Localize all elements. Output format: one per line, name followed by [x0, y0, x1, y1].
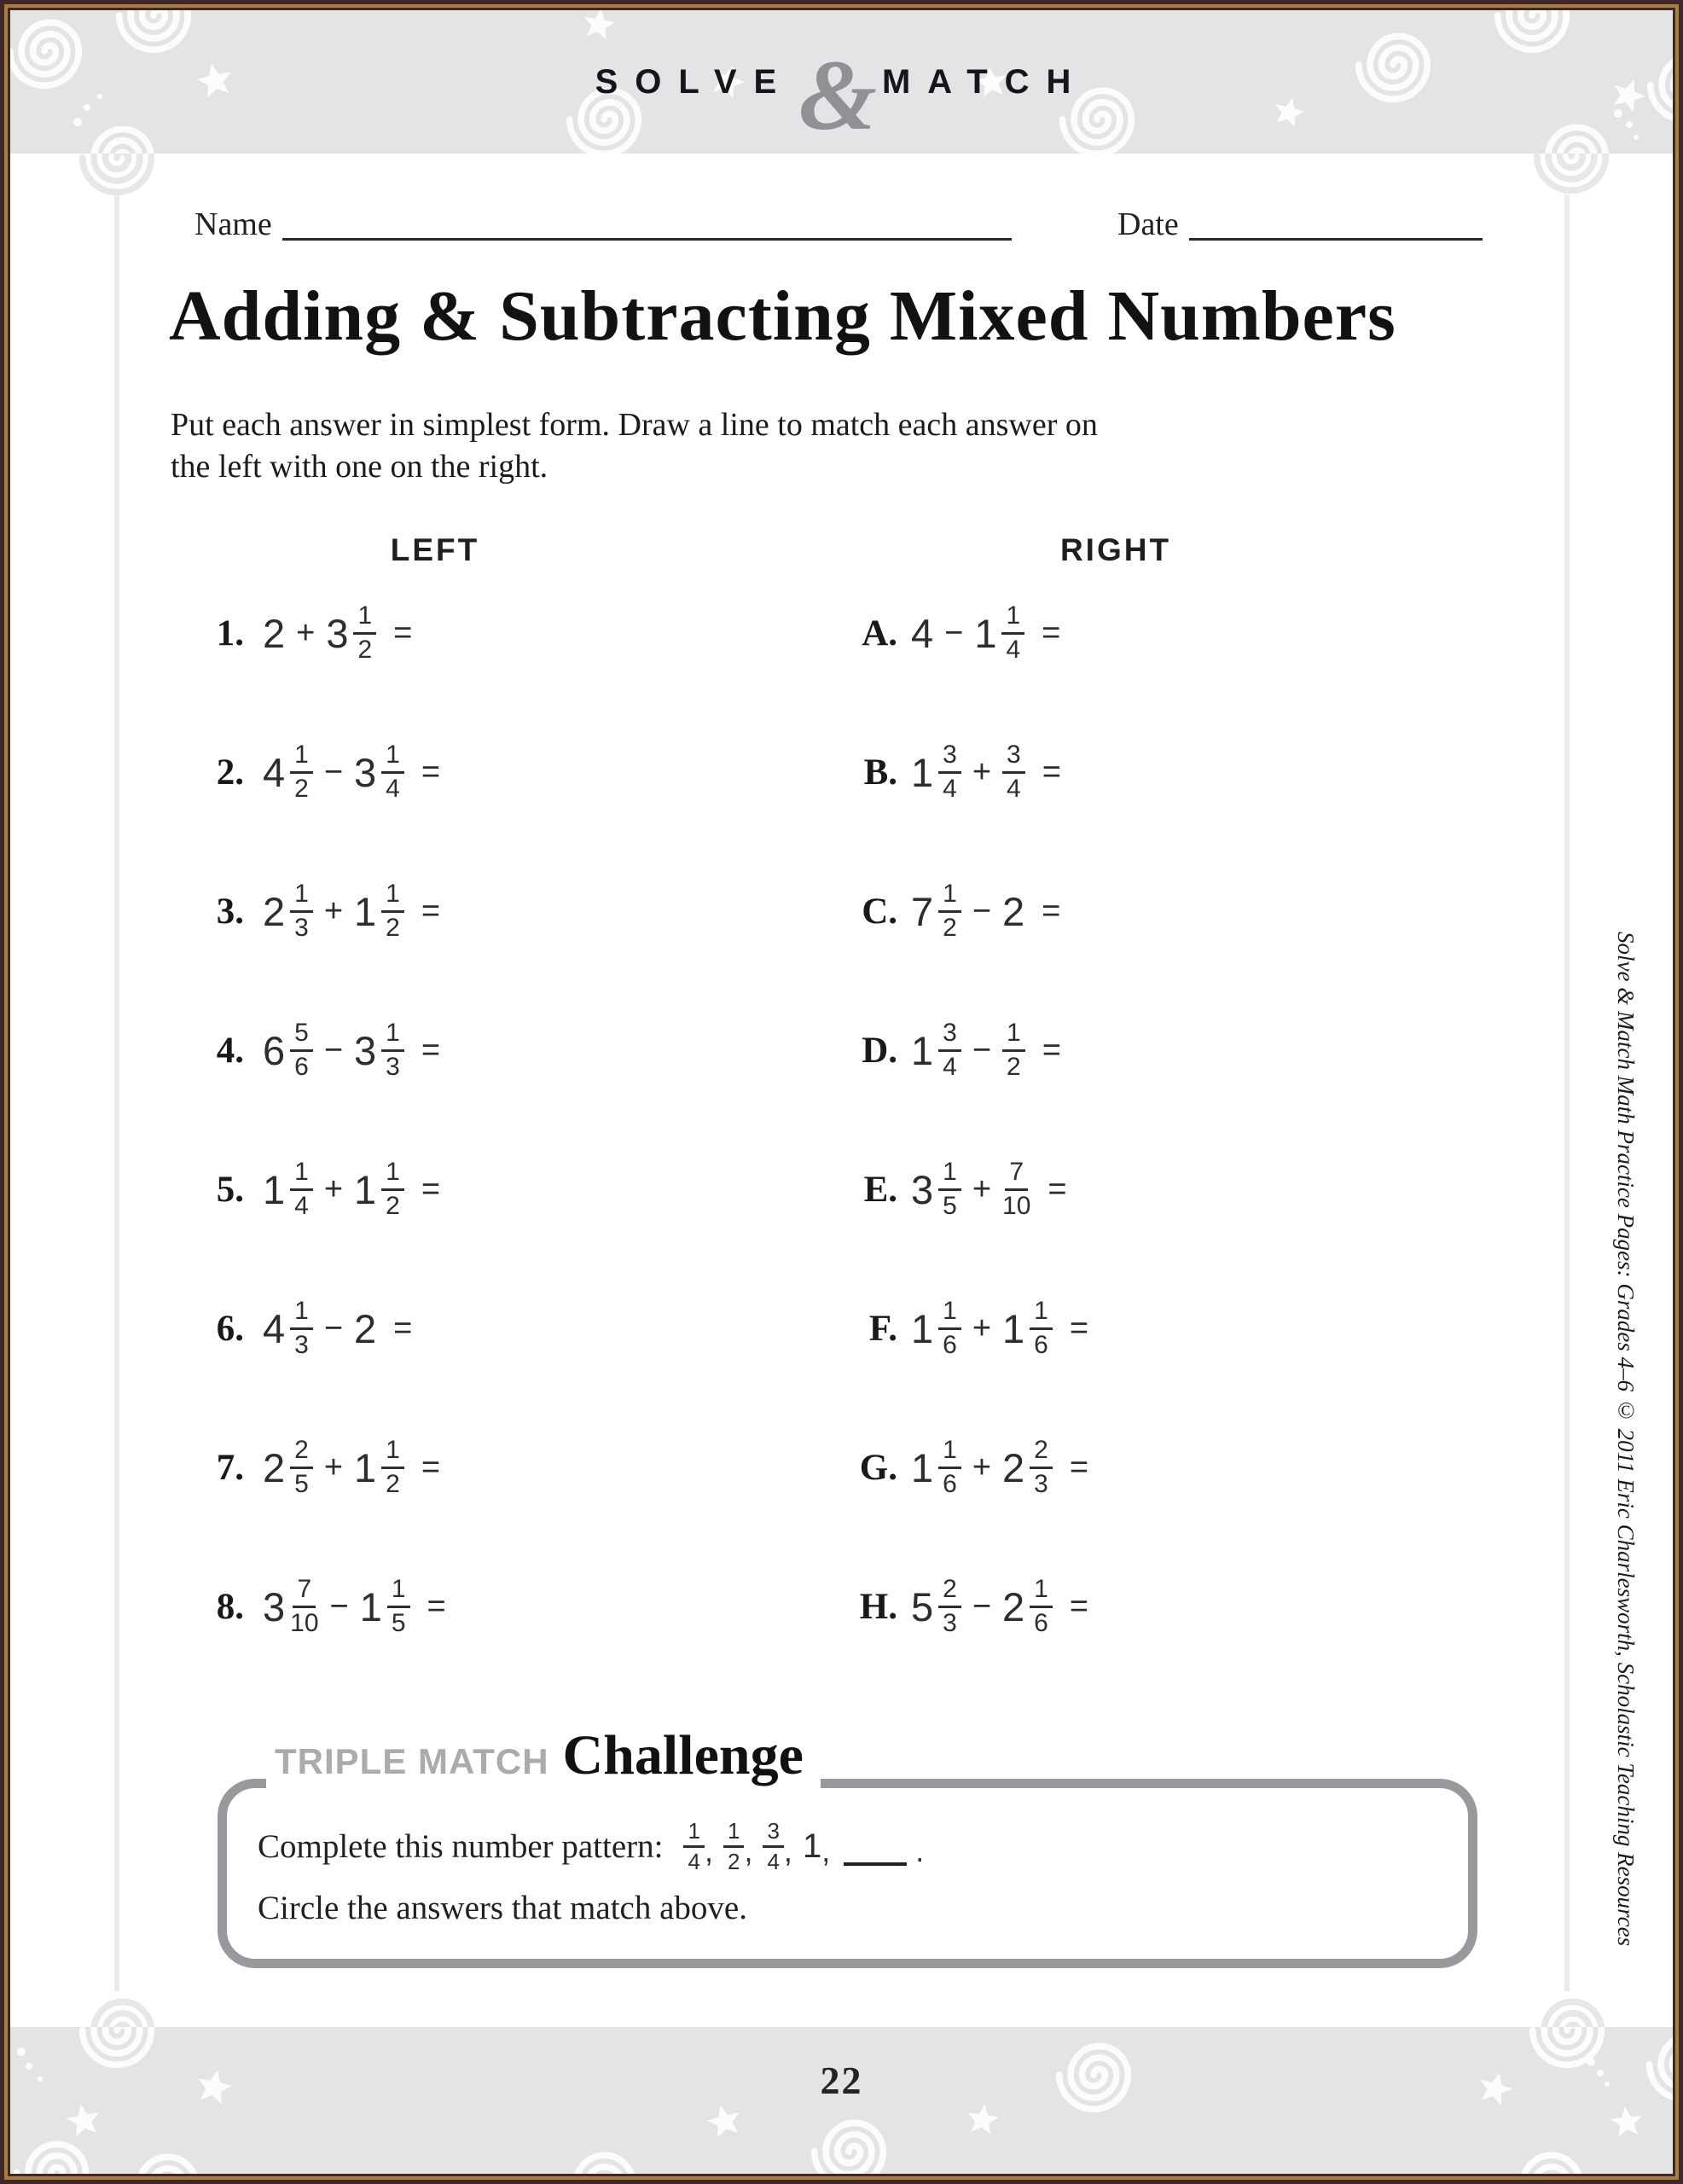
date-label: Date — [1117, 206, 1179, 242]
operator: + — [972, 754, 992, 790]
numerator: 1 — [1002, 1020, 1025, 1052]
problem-equation — [911, 1574, 1100, 1637]
operator: − — [972, 1589, 992, 1624]
operator: + — [972, 1171, 992, 1207]
fraction-stack — [1001, 603, 1024, 663]
equals-sign: = — [421, 754, 441, 790]
challenge-box — [218, 1779, 1477, 1968]
problem-label: G. — [859, 1447, 897, 1488]
numerator: 1 — [683, 1820, 704, 1848]
problem-row — [191, 1284, 457, 1373]
fraction-stack — [683, 1817, 704, 1874]
equals-sign: = — [1069, 1589, 1089, 1624]
separator: , — [704, 1833, 713, 1869]
equals-sign: = — [427, 1589, 446, 1624]
operator: + — [296, 615, 316, 651]
problem-label: 6. — [216, 1308, 244, 1349]
mixed-number — [911, 1435, 961, 1498]
fraction-stack — [763, 1817, 783, 1874]
spiral-icon — [1505, 2143, 1587, 2174]
problem-label: 2. — [216, 752, 244, 793]
whole-number: 2 — [354, 1305, 377, 1351]
problem-row — [853, 728, 1100, 816]
fraction-stack — [938, 1159, 961, 1219]
problem-row — [853, 867, 1100, 956]
denominator: 2 — [386, 913, 400, 942]
denominator: 6 — [943, 1330, 957, 1359]
denominator: 6 — [1034, 1330, 1048, 1359]
challenge-title: Challenge — [562, 1724, 804, 1786]
fraction-stack — [381, 1020, 404, 1080]
fraction-stack — [381, 1159, 404, 1219]
spiral-icon — [121, 2145, 203, 2174]
denominator: 4 — [943, 774, 957, 803]
pattern-answer-blank[interactable] — [844, 1832, 907, 1866]
fraction — [1002, 1159, 1030, 1219]
name-label: Name — [194, 206, 272, 242]
denominator: 5 — [943, 1191, 957, 1220]
whole-number: 7 — [911, 888, 934, 934]
numerator: 1 — [381, 742, 404, 774]
fraction — [723, 1817, 744, 1874]
mixed-number — [911, 1020, 961, 1080]
numerator: 1 — [1001, 603, 1024, 635]
whole-number: 4 — [263, 749, 286, 795]
denominator: 4 — [1007, 774, 1021, 803]
denominator: 3 — [294, 1330, 309, 1359]
numerator: 1 — [723, 1820, 744, 1848]
fraction-stack — [1002, 1159, 1030, 1219]
star-icon — [1608, 2103, 1645, 2140]
whole-number: 1 — [354, 1166, 377, 1212]
whole-number: 2 — [263, 610, 286, 656]
fraction-stack — [353, 603, 376, 663]
equals-sign: = — [1048, 1171, 1067, 1207]
operator: + — [972, 1449, 992, 1485]
fraction-stack — [290, 881, 313, 941]
date-input-line[interactable] — [1189, 206, 1483, 241]
numerator: 1 — [938, 1159, 961, 1191]
denominator: 10 — [1002, 1191, 1031, 1220]
fraction-stack — [723, 1817, 744, 1874]
numerator: 1 — [938, 1298, 961, 1330]
denominator: 3 — [1034, 1469, 1048, 1498]
mixed-number — [354, 881, 404, 941]
numerator: 3 — [763, 1820, 783, 1848]
problem-equation — [263, 742, 451, 802]
mixed-number — [911, 881, 961, 941]
problem-row — [853, 1145, 1100, 1234]
whole-number: 1 — [911, 1444, 934, 1490]
whole-number: 1 — [263, 1166, 286, 1212]
numerator: 1 — [938, 1438, 961, 1469]
star-icon — [63, 2100, 105, 2141]
problem-label: E. — [863, 1169, 897, 1210]
operator: − — [323, 1310, 344, 1346]
operator: + — [972, 1310, 992, 1346]
denominator: 3 — [943, 1608, 957, 1637]
numerator: 3 — [1002, 742, 1025, 774]
mixed-number — [911, 1298, 961, 1358]
operator: + — [323, 893, 344, 929]
whole-number: 1 — [974, 610, 997, 656]
problem-label: D. — [862, 1030, 897, 1071]
fraction-stack — [381, 881, 404, 941]
problem-label: 5. — [216, 1169, 244, 1210]
fraction — [763, 1817, 783, 1874]
whole-number: 1 — [359, 1583, 382, 1629]
mixed-number — [354, 742, 404, 802]
denominator: 4 — [1006, 635, 1021, 664]
fraction-stack — [381, 742, 404, 802]
fraction-stack — [290, 1574, 319, 1637]
whole-number: 3 — [354, 749, 377, 795]
mixed-number — [911, 742, 961, 802]
problem-equation — [911, 742, 1072, 802]
mixed-number — [263, 1435, 313, 1498]
fraction-stack — [938, 1298, 961, 1358]
whole-number: 1 — [354, 1444, 377, 1490]
name-input-line[interactable] — [282, 206, 1012, 241]
whole-number: 3 — [263, 1583, 286, 1629]
equals-sign: = — [393, 1310, 413, 1346]
problem-row — [853, 1006, 1100, 1095]
denominator: 4 — [767, 1848, 780, 1874]
header-pattern-band — [10, 10, 1673, 154]
problem-row — [191, 1145, 457, 1234]
right-column-header: RIGHT — [1059, 532, 1172, 567]
denominator: 4 — [943, 1052, 957, 1081]
problem-row — [191, 1006, 457, 1095]
problem-label: C. — [862, 891, 897, 932]
equals-sign: = — [1042, 1032, 1061, 1068]
date-field-row — [1117, 201, 1483, 241]
whole-number: 2 — [1002, 1444, 1025, 1490]
denominator: 2 — [386, 1469, 400, 1498]
problem-row — [191, 1562, 457, 1651]
denominator: 6 — [943, 1469, 957, 1498]
challenge-pattern-line — [258, 1819, 1437, 1873]
logo-match-text: MATCH — [881, 62, 1088, 101]
whole-number: 5 — [911, 1583, 934, 1629]
problem-row — [853, 1562, 1100, 1651]
mixed-number — [263, 1574, 319, 1637]
equals-sign: = — [1042, 615, 1061, 651]
numerator: 1 — [381, 1438, 404, 1469]
numerator: 1 — [353, 603, 376, 635]
fraction-stack — [1030, 1435, 1053, 1498]
challenge-heading — [266, 1723, 821, 1793]
equals-sign: = — [1042, 754, 1061, 790]
equals-sign: = — [421, 893, 441, 929]
instructions-line1: Put each answer in simplest form. Draw a line to match each answer on — [171, 407, 1098, 443]
fraction-stack — [938, 881, 961, 941]
problem-equation — [263, 1435, 451, 1498]
mixed-number — [1002, 1574, 1053, 1637]
denominator: 2 — [386, 1191, 400, 1220]
spiral-icon — [808, 2111, 890, 2174]
problem-equation — [911, 1298, 1100, 1358]
numerator: 1 — [387, 1577, 410, 1608]
mixed-number — [354, 1435, 404, 1498]
problem-label: 8. — [216, 1586, 244, 1627]
problem-row — [191, 1423, 457, 1512]
whole-number: 1 — [354, 888, 377, 934]
denominator: 4 — [688, 1848, 700, 1874]
whole-number: 3 — [326, 610, 349, 656]
fraction-stack — [290, 1159, 313, 1219]
numerator: 2 — [290, 1438, 313, 1469]
numerator: 1 — [290, 1298, 313, 1330]
numerator: 1 — [290, 742, 313, 774]
star-icon — [703, 2100, 746, 2143]
operator: + — [323, 1449, 344, 1485]
name-field-row — [194, 201, 1012, 241]
numerator: 1 — [290, 1159, 313, 1191]
operator: − — [944, 615, 964, 651]
fraction-stack — [938, 1435, 961, 1498]
problem-equation — [263, 1159, 451, 1219]
problem-equation — [263, 603, 423, 663]
fraction-stack — [290, 1435, 313, 1498]
problem-label: 4. — [216, 1030, 244, 1071]
denominator: 5 — [391, 1608, 406, 1637]
numerator: 1 — [938, 881, 961, 913]
denominator: 4 — [294, 1191, 309, 1220]
challenge-kicker: TRIPLE MATCH — [275, 1741, 549, 1781]
problem-row — [191, 728, 457, 816]
footer-pattern-band — [10, 2027, 1673, 2174]
mixed-number — [263, 881, 313, 941]
fraction-stack — [290, 1298, 313, 1358]
denominator: 2 — [727, 1848, 740, 1874]
logo-solve-text: SOLVE — [595, 62, 794, 101]
whole-number: 4 — [263, 1305, 286, 1351]
problem-row — [853, 589, 1100, 677]
problem-equation — [911, 1159, 1078, 1219]
copyright-credit: Solve & Match Math Practice Pages: Grades 4–6 © 2011 Eric Charlesworth, Scholastic Teaching Resources — [1613, 932, 1639, 1947]
denominator: 2 — [943, 913, 957, 942]
equals-sign: = — [393, 615, 413, 651]
numerator: 1 — [1030, 1298, 1053, 1330]
instructions — [171, 404, 1245, 489]
equals-sign: = — [1069, 1310, 1089, 1346]
numerator: 7 — [1005, 1159, 1028, 1191]
whole-number: 2 — [263, 888, 286, 934]
whole-number: 2 — [263, 1444, 286, 1490]
whole-number: 2 — [1002, 888, 1025, 934]
equals-sign: = — [421, 1449, 441, 1485]
problem-equation — [263, 1020, 451, 1080]
denominator: 6 — [1034, 1608, 1048, 1637]
denominator: 2 — [357, 635, 373, 664]
fraction-stack — [1002, 1020, 1025, 1080]
left-problem-column — [191, 589, 457, 1651]
denominator: 10 — [290, 1608, 319, 1637]
numerator: 1 — [381, 881, 404, 913]
numerator: 1 — [290, 881, 313, 913]
numerator: 3 — [938, 1020, 961, 1052]
numerator: 7 — [293, 1577, 316, 1608]
mixed-number — [974, 603, 1024, 663]
denominator: 3 — [386, 1052, 400, 1081]
page-title: Adding & Subtracting Mixed Numbers — [169, 276, 1396, 356]
fraction-stack — [290, 742, 313, 802]
star-icon — [963, 2100, 1001, 2138]
problem-label: A. — [862, 613, 897, 653]
denominator: 2 — [1007, 1052, 1021, 1081]
worksheet-page — [10, 10, 1673, 2174]
mixed-number — [354, 1020, 404, 1080]
operator: − — [329, 1589, 349, 1624]
denominator: 6 — [294, 1052, 309, 1081]
separator: . — [915, 1833, 925, 1869]
lollipop-stem — [114, 195, 119, 1991]
operator: − — [972, 893, 992, 929]
fraction-stack — [938, 742, 961, 802]
problem-label: 1. — [216, 613, 244, 653]
problem-row — [191, 867, 457, 956]
mixed-number — [1002, 1435, 1053, 1498]
mixed-number — [1002, 1298, 1053, 1358]
equals-sign: = — [1069, 1449, 1089, 1485]
lollipop-stem — [1564, 195, 1570, 1991]
spiral-icon — [558, 2143, 640, 2174]
operator: + — [323, 1171, 344, 1207]
page-number: 22 — [820, 2059, 863, 2102]
problem-label: F. — [868, 1308, 897, 1349]
numerator: 1 — [381, 1020, 404, 1052]
problem-label: B. — [863, 752, 897, 793]
whole-number: 2 — [1002, 1583, 1025, 1629]
problem-label: 7. — [216, 1447, 244, 1488]
numerator: 3 — [938, 742, 961, 774]
mixed-number — [263, 1020, 313, 1080]
fraction-stack — [290, 1020, 313, 1080]
mixed-number — [359, 1574, 410, 1637]
problem-equation — [263, 881, 451, 941]
worksheet-logo — [10, 10, 1673, 154]
problem-row — [853, 1423, 1100, 1512]
fraction-stack — [381, 1435, 404, 1498]
problem-equation — [263, 1574, 457, 1637]
challenge-pattern-sequence — [683, 1817, 934, 1874]
mixed-number — [354, 1159, 404, 1219]
problem-row — [853, 1284, 1100, 1373]
fraction-stack — [938, 1020, 961, 1080]
instructions-line2: the left with one on the right. — [171, 449, 548, 485]
operator: − — [972, 1032, 992, 1068]
whole-number: 3 — [354, 1027, 377, 1073]
numerator: 1 — [1030, 1577, 1053, 1608]
mixed-number — [263, 742, 313, 802]
problem-equation — [263, 1298, 423, 1358]
problem-row — [191, 589, 457, 677]
equals-sign: = — [1042, 893, 1061, 929]
denominator: 2 — [294, 774, 309, 803]
fraction-stack — [1030, 1574, 1053, 1637]
denominator: 3 — [294, 913, 309, 942]
logo-ampersand: & — [798, 38, 877, 151]
fraction-stack — [938, 1574, 961, 1637]
separator: , — [744, 1833, 753, 1869]
whole-number: 1 — [1002, 1305, 1025, 1351]
numerator: 2 — [938, 1577, 961, 1608]
operator: − — [323, 754, 344, 790]
fraction-stack — [1030, 1298, 1053, 1358]
fraction-stack — [387, 1574, 410, 1637]
fraction — [1002, 742, 1025, 802]
whole-number: 4 — [911, 610, 934, 656]
problem-label: H. — [859, 1586, 897, 1627]
mixed-number — [263, 1298, 313, 1358]
mixed-number — [911, 1159, 961, 1219]
right-problem-column — [853, 589, 1100, 1651]
problem-equation — [911, 881, 1071, 941]
mixed-number — [911, 1574, 961, 1637]
numerator: 5 — [290, 1020, 313, 1052]
fraction — [1002, 1020, 1025, 1080]
problem-label: 3. — [216, 891, 244, 932]
whole-number: 1 — [911, 749, 934, 795]
left-column-header: LEFT — [390, 532, 480, 567]
separator: , — [821, 1833, 831, 1869]
whole-number: 1 — [802, 1827, 822, 1865]
whole-number: 3 — [911, 1166, 934, 1212]
challenge-circle-instruction: Circle the answers that match above. — [258, 1890, 747, 1926]
mixed-number — [263, 1159, 313, 1219]
challenge-pattern-prompt: Complete this number pattern: — [258, 1827, 664, 1865]
mixed-number — [326, 603, 376, 663]
problem-equation — [911, 1435, 1100, 1498]
fraction-stack — [1002, 742, 1025, 802]
denominator: 4 — [386, 774, 400, 803]
denominator: 5 — [294, 1469, 309, 1498]
operator: − — [323, 1032, 344, 1068]
whole-number: 1 — [911, 1305, 934, 1351]
fraction — [683, 1817, 704, 1874]
equals-sign: = — [421, 1171, 441, 1207]
numerator: 2 — [1030, 1438, 1053, 1469]
whole-number: 1 — [911, 1027, 934, 1073]
equals-sign: = — [421, 1032, 441, 1068]
problem-equation — [911, 603, 1071, 663]
separator: , — [783, 1833, 792, 1869]
whole-number: 6 — [263, 1027, 286, 1073]
numerator: 1 — [381, 1159, 404, 1191]
problem-equation — [911, 1020, 1072, 1080]
